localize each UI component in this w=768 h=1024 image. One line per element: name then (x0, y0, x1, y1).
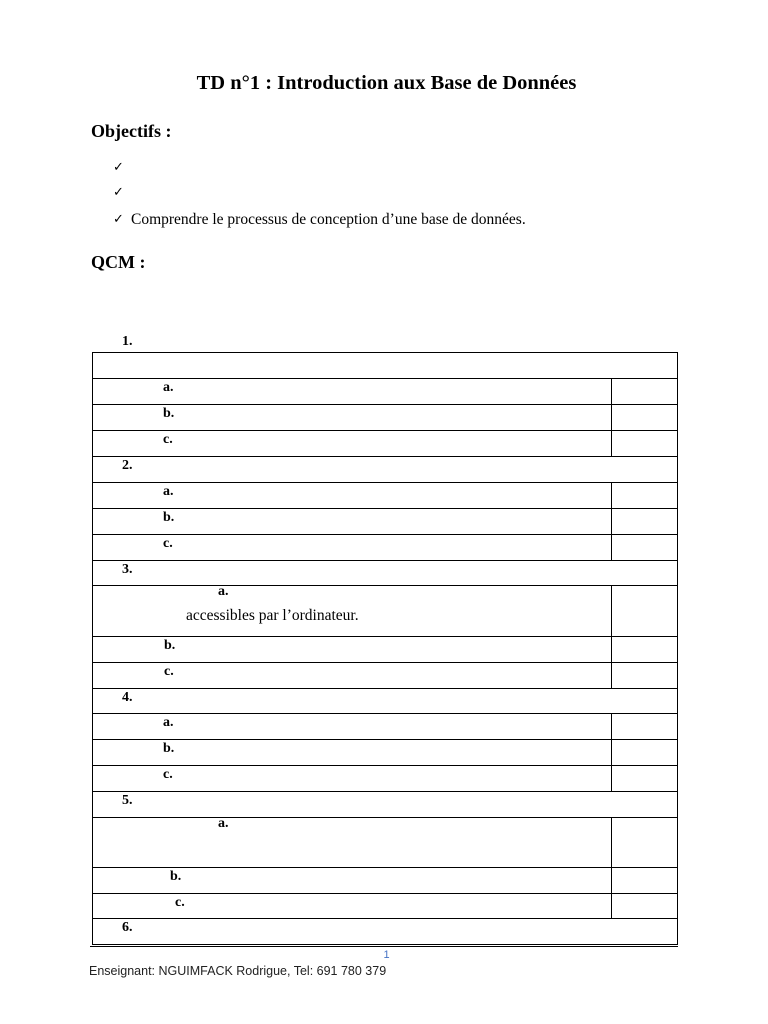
objective-text: Comprendre le processus de conception d’une base de données. (131, 211, 526, 228)
qcm-heading: QCM : (91, 252, 146, 272)
check-icon: ✓ (113, 160, 124, 175)
option-label: b. (163, 741, 175, 756)
question-number: 6. (122, 920, 133, 935)
answer-cell (612, 509, 677, 534)
option-cell (93, 405, 612, 430)
option-row (93, 662, 677, 688)
objective-item (113, 210, 526, 230)
option-label: c. (163, 536, 173, 551)
answer-cell (612, 766, 677, 791)
option-row (93, 430, 677, 456)
option-cell (93, 637, 612, 662)
question-row (93, 560, 677, 585)
question-number: 4. (122, 690, 133, 705)
option-cell (93, 714, 612, 739)
option-label: b. (163, 510, 175, 525)
question-number: 2. (122, 458, 133, 473)
footer-divider (90, 946, 678, 947)
option-label: c. (164, 664, 174, 679)
answer-cell (612, 379, 677, 404)
option-cell (93, 740, 612, 765)
page-number: 1 (383, 949, 390, 961)
question-number: 3. (122, 562, 133, 577)
option-row (93, 817, 677, 867)
answer-cell (612, 637, 677, 662)
answer-cell (612, 431, 677, 456)
answer-cell (612, 535, 677, 560)
check-icon: ✓ (113, 212, 124, 227)
answer-cell (612, 586, 677, 636)
option-label: c. (175, 895, 185, 910)
objective-item (113, 158, 131, 178)
qcm-table (92, 352, 678, 945)
question-row (93, 456, 677, 482)
option-label: a. (218, 584, 229, 599)
option-label: c. (163, 767, 173, 782)
answer-cell (612, 868, 677, 893)
option-cell (93, 483, 612, 508)
option-row (93, 893, 677, 918)
question-number: 5. (122, 793, 133, 808)
check-icon: ✓ (113, 185, 124, 200)
answer-cell (612, 483, 677, 508)
answer-cell (612, 405, 677, 430)
option-cell (93, 509, 612, 534)
option-row (93, 765, 677, 791)
document-title: TD n°1 : Introduction aux Base de Données (196, 72, 577, 94)
option-row (93, 636, 677, 662)
objectives-heading: Objectifs : (91, 121, 172, 141)
option-cell (93, 535, 612, 560)
option-row (93, 404, 677, 430)
option-cell (93, 663, 612, 688)
option-label: a. (163, 484, 174, 499)
option-cell (93, 818, 612, 867)
question-row (93, 918, 677, 944)
option-cell (93, 894, 612, 918)
option-cell (93, 431, 612, 456)
option-cell (93, 379, 612, 404)
option-row (93, 867, 677, 893)
option-cell (93, 868, 612, 893)
question-row (93, 688, 677, 713)
option-label: a. (163, 380, 174, 395)
option-label: a. (163, 715, 174, 730)
question-text-row (93, 353, 677, 378)
option-row (93, 534, 677, 560)
footer-teacher-info: Enseignant: NGUIMFACK Rodrigue, Tel: 691 780 379 (89, 964, 387, 978)
option-label: b. (170, 869, 182, 884)
objective-item (113, 183, 131, 203)
option-row (93, 508, 677, 534)
answer-cell (612, 894, 677, 918)
option-cell (93, 586, 612, 636)
answer-cell (612, 714, 677, 739)
option-row (93, 378, 677, 404)
option-label: b. (163, 406, 175, 421)
answer-cell (612, 663, 677, 688)
option-text: accessibles par l’ordinateur. (186, 607, 359, 624)
option-row (93, 585, 677, 636)
option-label: c. (163, 432, 173, 447)
answer-cell (612, 818, 677, 867)
option-label: a. (218, 816, 229, 831)
option-row (93, 739, 677, 765)
option-label: b. (164, 638, 176, 653)
option-row (93, 713, 677, 739)
option-cell (93, 766, 612, 791)
question-row (93, 791, 677, 817)
answer-cell (612, 740, 677, 765)
question-number: 1. (122, 334, 133, 349)
option-row (93, 482, 677, 508)
